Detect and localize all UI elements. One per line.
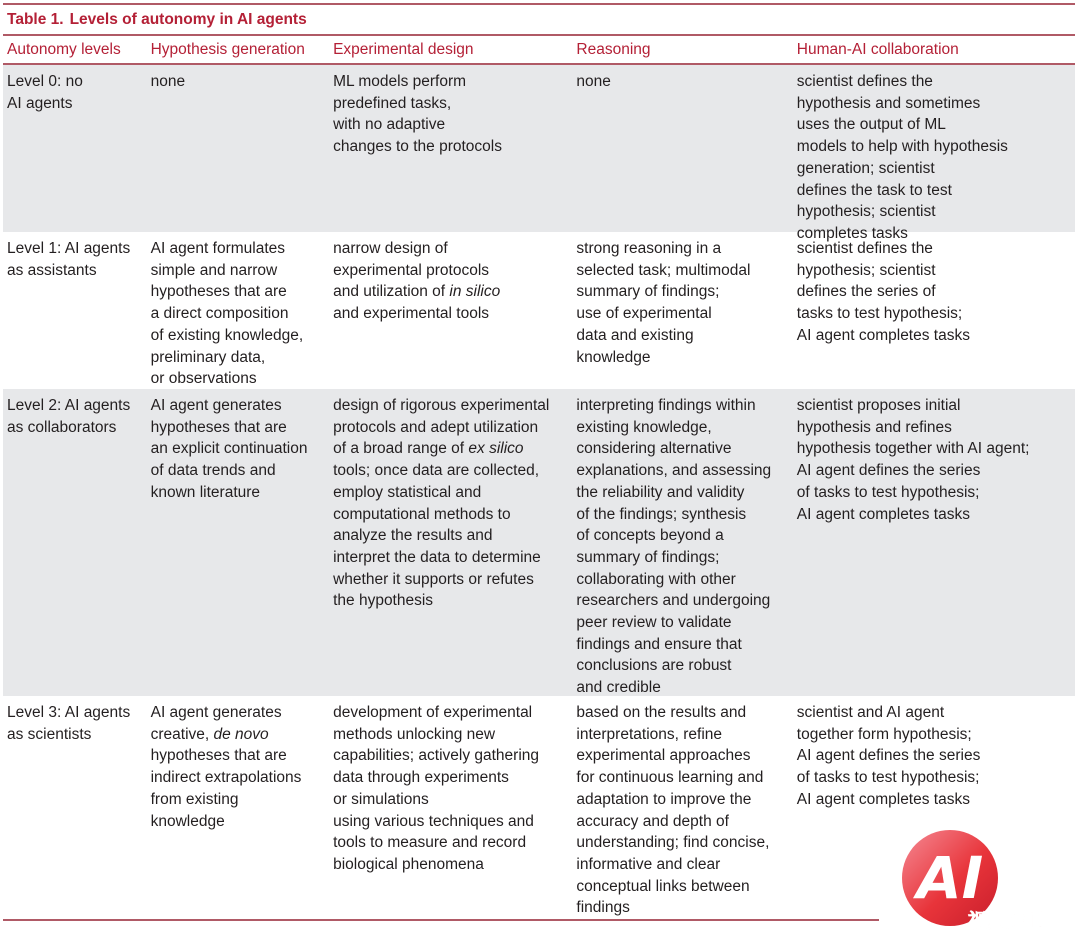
table-caption-title: Levels of autonomy in AI agents [69,11,307,28]
cell-reasoning: strong reasoning in a selected task; multimodal summary of findings; use of experimental data and existing knowledge [576,240,751,366]
cell-reasoning: none [576,73,611,90]
cell-hypothesis: AI agent formulates simple and narrow hypotheses that are a direct composition of existing knowledge, preliminary data, or observations [150,240,304,388]
header-autonomy-levels: Autonomy levels [7,40,121,58]
table-bottom-rule [3,919,879,921]
table-row-level-2 [3,389,1075,696]
cell-level: Level 1: AI agents as assistants [7,240,131,279]
cell-design: design of rigorous experimental protocols and adept utilization of a broad range of ex silico tools; once data are collected, employ statistical and computational methods to analyze the results and interpret the data to determine whether it supports or refutes the hypothesis [333,397,550,610]
cell-hypothesis: none [150,73,186,90]
cell-collaboration: scientist defines the hypothesis and sometimes uses the output of ML models to help with hypothesis generation; scientist defines the task to test hypothesis; scientist completes tasks [796,73,1008,242]
header-experimental-design: Experimental design [333,40,474,58]
table-caption [0,5,1075,34]
cell-hypothesis: AI agent generates hypotheses that are an explicit continuation of data trends and known literature [150,397,308,501]
cell-reasoning: based on the results and interpretations, refine experimental approaches for continuous learning and adaptation to improve the accuracy and depth of understanding; find concise, informative and clear conceptual links between findings [576,704,770,917]
cell-collaboration: scientist and AI agent together form hypothesis; AI agent defines the series of tasks to test hypothesis; AI agent completes tasks [796,704,981,808]
autonomy-levels-table [0,3,1075,921]
header-human-ai-collaboration: Human-AI collaboration [796,40,959,58]
cell-design: ML models perform predefined tasks, with no adaptive changes to the protocols [333,73,502,156]
cell-design: development of experimental methods unlocking new capabilities; actively gathering data through experiments or simulations using various techniques and tools to measure and record biological phenomena [333,704,540,873]
header-reasoning: Reasoning [576,40,651,58]
watermark-caption: 视频贴吧 [967,910,1045,932]
table-row-level-1 [3,232,1075,389]
watermark-logo [900,830,1060,934]
cell-level: Level 2: AI agents as collaborators [7,397,131,436]
table-header-row [3,36,1075,65]
cell-level: Level 0: no AI agents [7,73,83,112]
cell-level: Level 3: AI agents as scientists [7,704,131,743]
watermark-logo-text: AI [916,844,984,912]
cell-design: narrow design of experimental protocols and utilization of in silico and experimental tools [333,240,501,323]
cell-reasoning: interpreting findings within existing knowledge, considering alternative explanations, and assessing the reliability and validity of the findings; synthesis of concepts beyond a summary of findings; collaborating with other researchers and undergoing peer review to validate findings and ensure that conclusions are robust and credible [576,397,772,697]
table-caption-label: Table 1. [7,11,64,28]
cell-collaboration: scientist proposes initial hypothesis and refines hypothesis together with AI agent; AI agent defines the series of tasks to test hypothesis; AI agent completes tasks [796,397,1030,523]
header-hypothesis-generation: Hypothesis generation [150,40,305,58]
table-row-level-0 [3,65,1075,242]
cell-collaboration: scientist defines the hypothesis; scientist defines the series of tasks to test hypothesis; AI agent completes tasks [796,240,970,344]
cell-hypothesis: AI agent generates creative, de novo hypotheses that are indirect extrapolations from existing knowledge [150,704,302,830]
